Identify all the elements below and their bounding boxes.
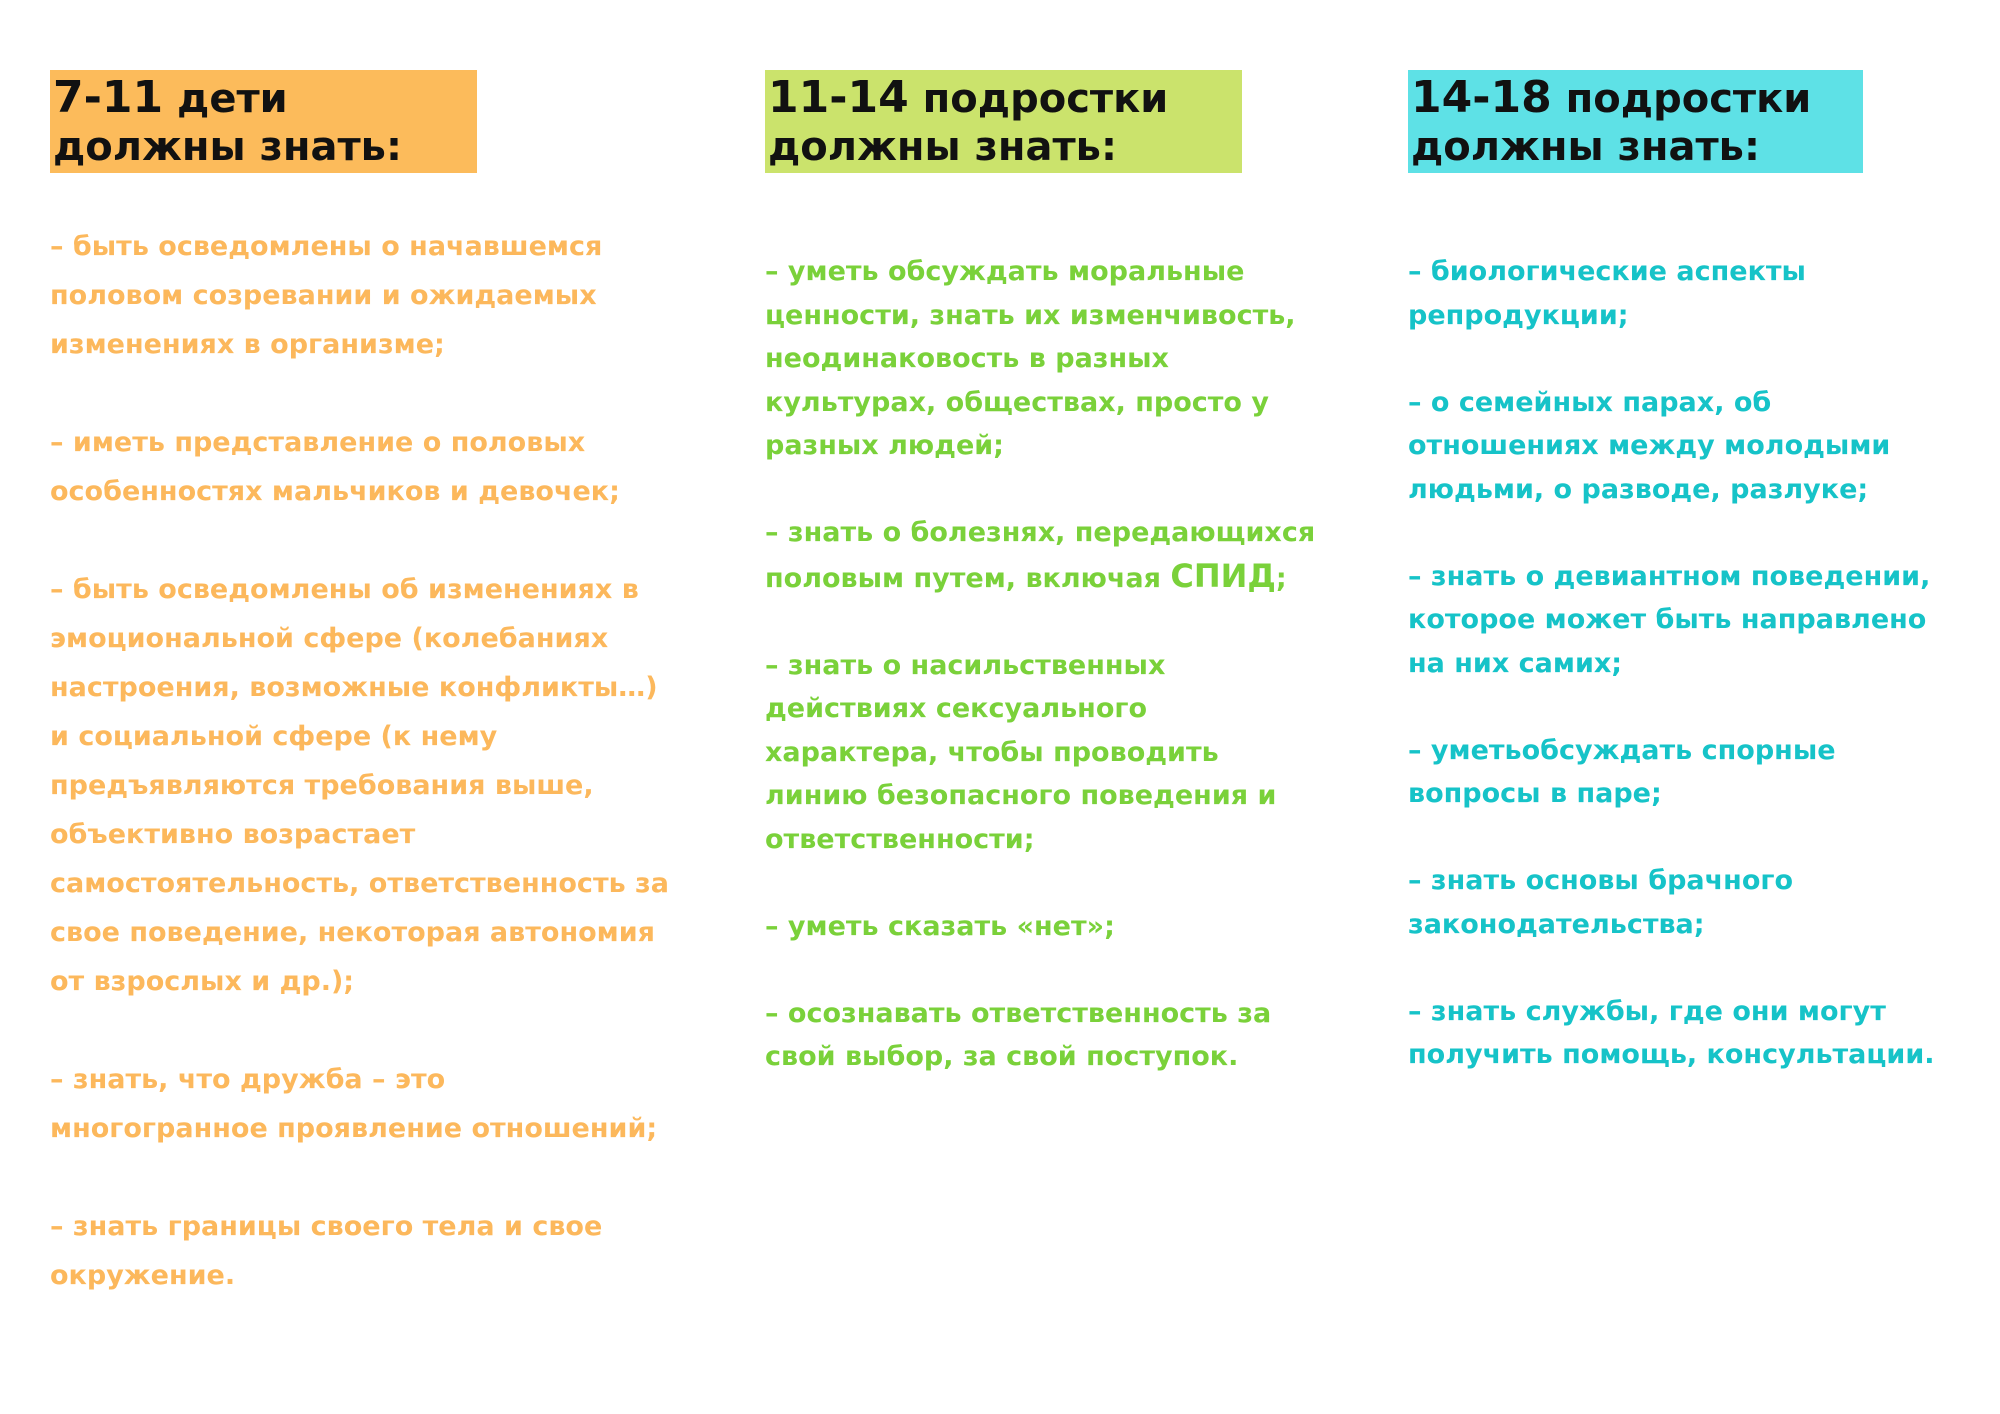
- item-list: [1408, 250, 1968, 1120]
- list-item: – уметь сказать «нет»;: [765, 910, 1115, 942]
- item-emphasis: СПИД: [1170, 556, 1276, 595]
- list-item: – быть осведомлены о начавшемся половом созревании и ожидаемых изменениях в организме;: [50, 231, 603, 360]
- list-item: – быть осведомлены об изменениях в эмоциональной сфере (колебаниях настроения, возможные конфликты…) и социальной сфере (к нему предъявляются требования выше, объективно возрастает самостоятельность, ответственность за свое поведение, некоторая автономия от взрослых и др.);: [50, 574, 669, 997]
- item-list: [50, 222, 670, 1349]
- group-label: дети: [177, 76, 288, 122]
- list-item: – знать основы брачного законодательства;: [1408, 865, 1794, 940]
- age-range: 14-18: [1411, 72, 1552, 123]
- list-item: – знать о насильственных действиях сексуального характера, чтобы проводить линию безопасного поведения и ответственности;: [765, 649, 1277, 855]
- list-item: – биологические аспекты репродукции;: [1408, 256, 1806, 331]
- group-label: подростки: [922, 76, 1169, 122]
- item-list: [765, 250, 1325, 1122]
- column-header: [1408, 70, 1863, 173]
- list-item: – о семейных парах, об отношениях между молодыми людьми, о разводе, разлуке;: [1408, 386, 1891, 505]
- list-item: – знать, что дружба – это многогранное проявление отношений;: [50, 1064, 658, 1144]
- list-item: – знать о девиантном поведении, которое может быть направлено на них самих;: [1408, 560, 1931, 679]
- list-item: – знать границы своего тела и свое окружение.: [50, 1211, 603, 1291]
- item-text: – знать о болезнях, передающихся половым путем, включая: [765, 517, 1316, 594]
- age-range: 7-11: [53, 72, 164, 123]
- list-item: – уметьобсуждать спорные вопросы в паре;: [1408, 734, 1836, 809]
- column-header: [765, 70, 1242, 173]
- list-item: – иметь представление о половых особенностях мальчиков и девочек;: [50, 427, 620, 507]
- list-item: – знать службы, где они могут получить помощь, консультации.: [1408, 995, 1935, 1070]
- item-text-end: ;: [1275, 562, 1287, 594]
- header-subtitle: должны знать:: [53, 124, 402, 170]
- age-range: 11-14: [768, 72, 909, 123]
- list-item: [765, 511, 1325, 600]
- header-subtitle: должны знать:: [1411, 124, 1760, 170]
- header-subtitle: должны знать:: [768, 124, 1117, 170]
- list-item: – осознавать ответственность за свой выбор, за свой поступок.: [765, 997, 1272, 1072]
- column-header: [50, 70, 477, 173]
- list-item: – уметь обсуждать моральные ценности, знать их изменчивость, неодинаковость в разных культурах, обществах, просто у разных людей;: [765, 256, 1296, 461]
- group-label: подростки: [1565, 76, 1812, 122]
